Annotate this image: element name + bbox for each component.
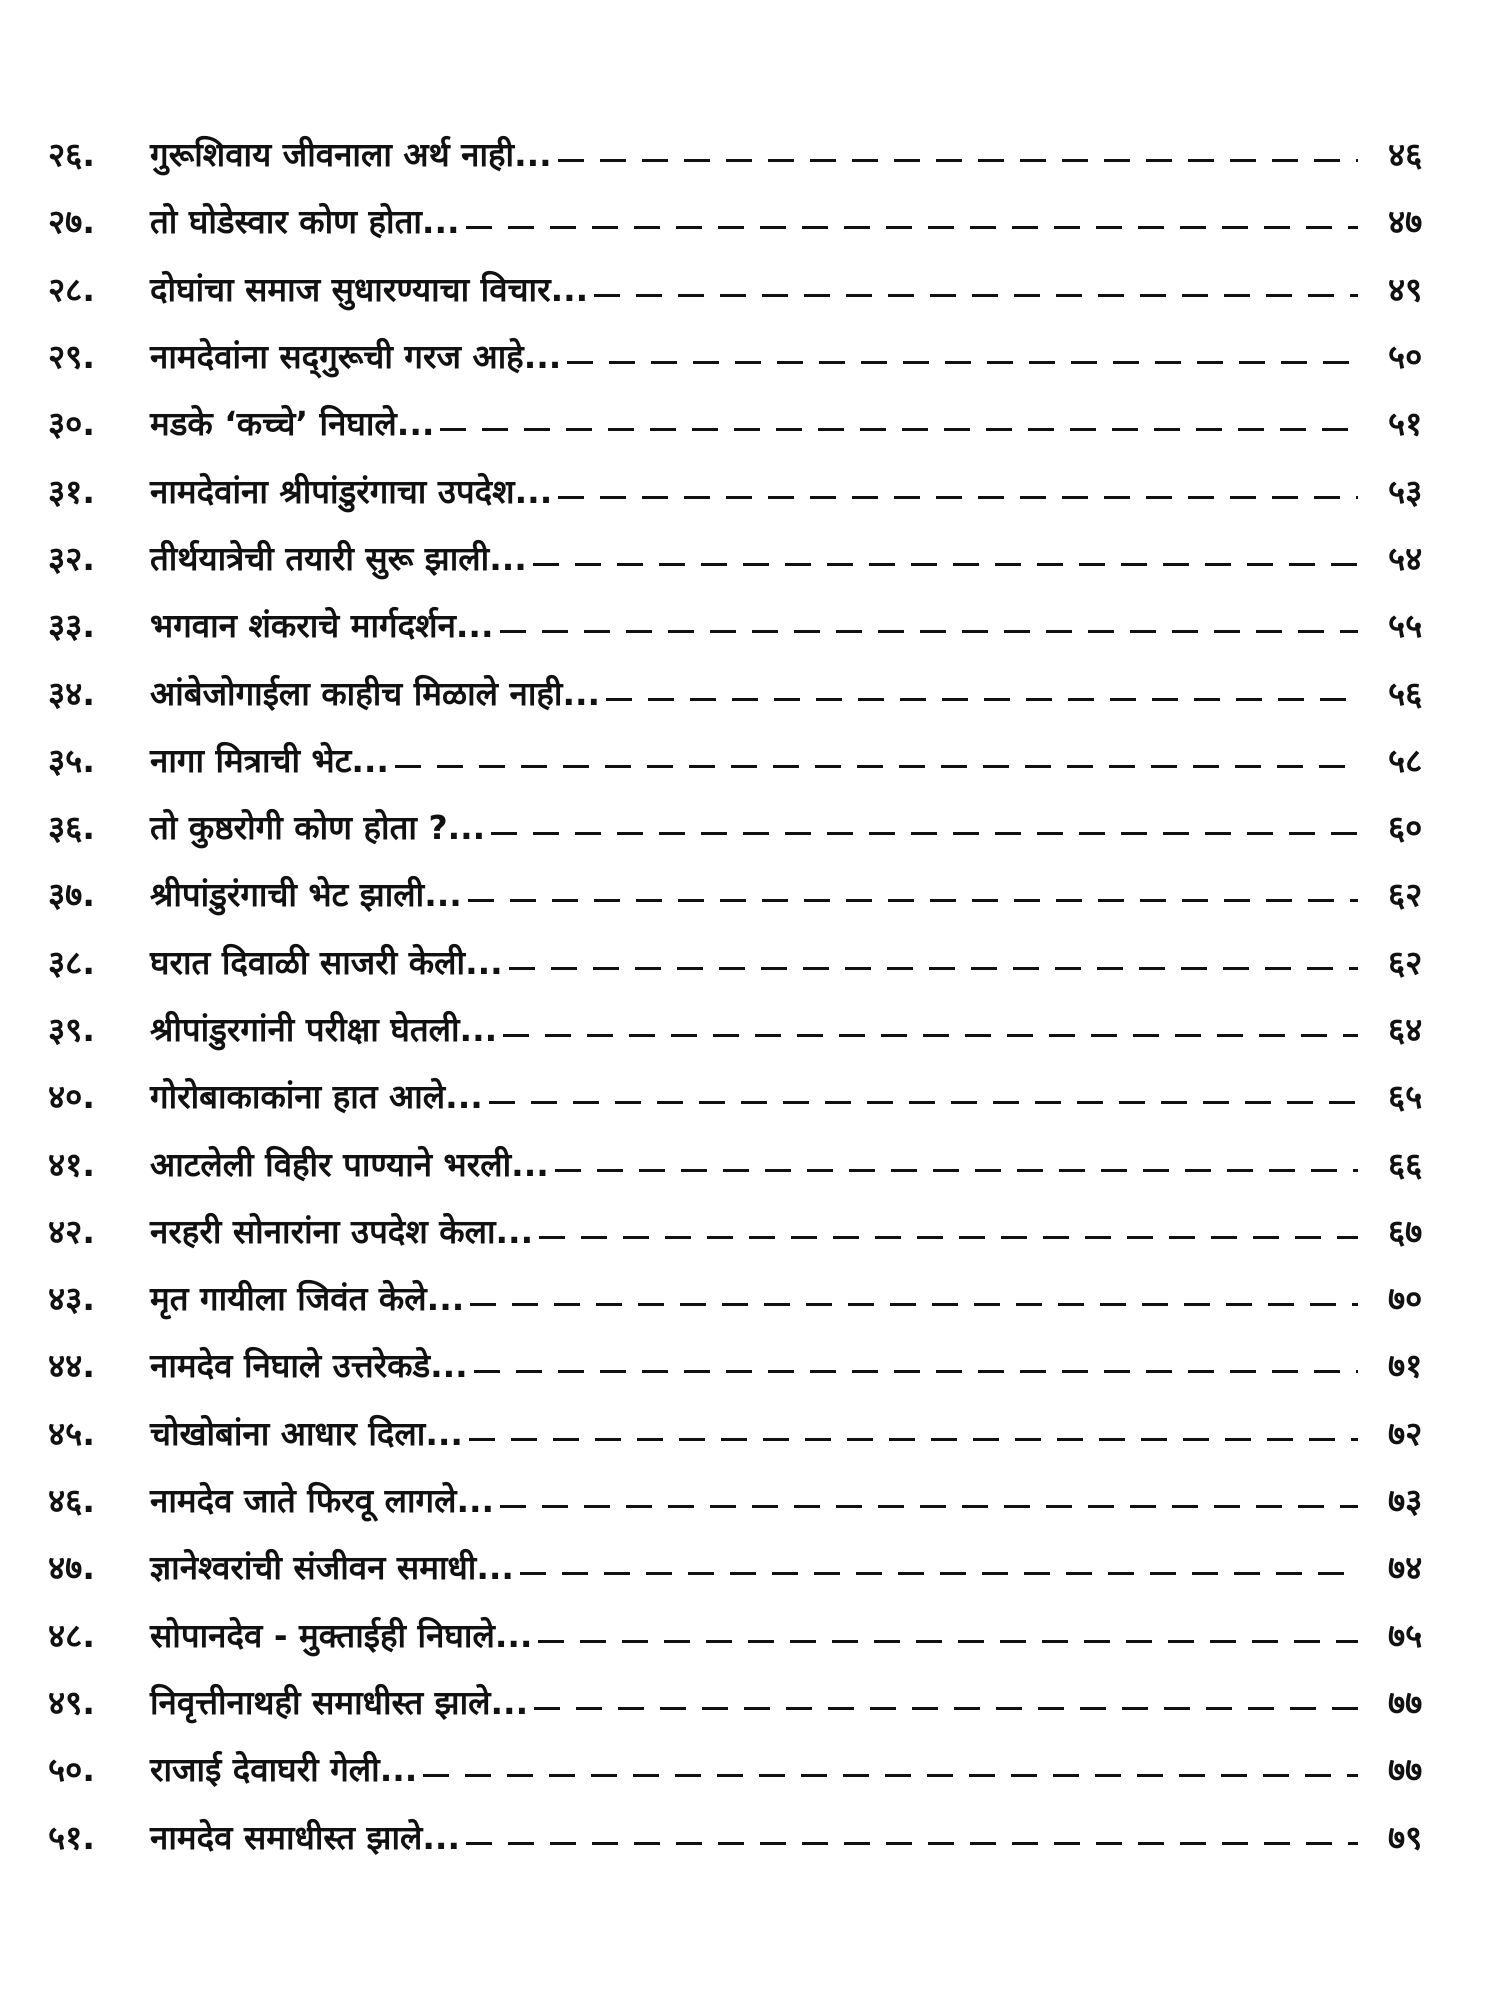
dash-leader: [500, 1505, 1358, 1508]
toc-entry: [48, 389, 1448, 456]
entry-title: चोखोबांना आधार दिला...: [150, 1413, 463, 1453]
entry-title: गुरूशिवाय जीवनाला अर्थ नाही...: [150, 135, 552, 175]
dash-leader: [468, 899, 1358, 902]
dash-leader: [558, 159, 1358, 162]
entry-page-number: ६६: [1388, 1144, 1423, 1184]
entry-number: ३८.: [48, 942, 95, 982]
entry-page-number: ५०: [1388, 337, 1423, 377]
entry-number: ३३.: [48, 606, 95, 646]
dash-leader: [466, 226, 1358, 229]
entry-title: नामदेव समाधीस्त झाले...: [150, 1817, 460, 1857]
toc-entry: [48, 1399, 1448, 1466]
entry-number: २९.: [48, 337, 95, 377]
toc-entry: [48, 928, 1448, 995]
dash-leader: [503, 1034, 1358, 1037]
dash-leader: [470, 1303, 1358, 1306]
entry-title: गोरोबाकाकांना हात आले...: [150, 1077, 483, 1117]
dash-leader: [440, 428, 1358, 431]
table-of-contents: [48, 120, 1448, 1870]
entry-title: श्रीपांडुरगांनी परीक्षा घेतली...: [150, 1010, 498, 1049]
entry-number: ३०.: [48, 404, 95, 444]
entry-title: दोघांचा समाज सुधारण्याचा विचार...: [150, 269, 589, 309]
entry-number: ३५.: [48, 740, 95, 780]
entry-page-number: ७५: [1388, 1615, 1423, 1655]
toc-entry: [48, 524, 1448, 591]
toc-entry: [48, 793, 1448, 860]
entry-number: ५०.: [48, 1750, 95, 1790]
toc-entry: [48, 1735, 1448, 1802]
entry-page-number: ७९: [1388, 1817, 1423, 1857]
entry-page-number: ६७: [1388, 1211, 1423, 1251]
entry-number: ३१.: [48, 471, 95, 511]
toc-entry: [48, 1062, 1448, 1129]
entry-title: भगवान शंकराचे मार्गदर्शन...: [150, 606, 494, 646]
entry-page-number: ७०: [1388, 1279, 1423, 1319]
dash-leader: [539, 1236, 1358, 1239]
toc-entry: [48, 255, 1448, 322]
toc-entry: [48, 995, 1448, 1062]
entry-number: २८.: [48, 269, 95, 309]
toc-entry: [48, 1533, 1448, 1600]
entry-page-number: ७४: [1388, 1548, 1423, 1588]
entry-number: ३७.: [48, 875, 95, 915]
entry-page-number: ५१: [1388, 404, 1423, 444]
entry-page-number: ५४: [1388, 538, 1423, 578]
toc-entry: [48, 726, 1448, 793]
entry-number: २६.: [48, 135, 95, 175]
entry-page-number: ७७: [1388, 1750, 1423, 1790]
entry-page-number: ६५: [1388, 1077, 1423, 1117]
entry-number: ४५.: [48, 1413, 95, 1453]
entry-page-number: ५८: [1388, 740, 1423, 780]
entry-page-number: ५६: [1388, 673, 1423, 713]
toc-entry: [48, 1129, 1448, 1196]
entry-title: आटलेली विहीर पाण्याने भरली...: [150, 1144, 549, 1184]
entry-number: ४८.: [48, 1615, 95, 1655]
dash-leader: [538, 1640, 1358, 1643]
entry-title: नामदेव निघाले उत्तरेकडे...: [150, 1346, 468, 1386]
toc-entry: [48, 658, 1448, 725]
entry-title: तो घोडेस्वार कोण होता...: [150, 202, 460, 242]
entry-title: श्रीपांडुरंगाची भेट झाली...: [150, 875, 462, 915]
toc-entry: [48, 1331, 1448, 1398]
dash-leader: [489, 1101, 1358, 1104]
entry-page-number: ५५: [1388, 606, 1423, 646]
entry-title: नागा मित्राची भेट...: [150, 740, 389, 780]
entry-page-number: ७३: [1388, 1481, 1423, 1521]
entry-title: मडके ‘कच्चे’ निघाले...: [150, 404, 435, 444]
toc-entry: [48, 322, 1448, 389]
toc-entry: [48, 1601, 1448, 1668]
entry-title: तीर्थयात्रेची तयारी सुरू झाली...: [150, 538, 527, 578]
toc-entry: [48, 1264, 1448, 1331]
entry-title: तो कुष्ठरोगी कोण होता ?...: [150, 808, 486, 848]
dash-leader: [520, 1572, 1358, 1575]
entry-title: निवृत्तीनाथही समाधीस्त झाले...: [150, 1682, 529, 1722]
toc-entry: [48, 1197, 1448, 1264]
entry-page-number: ७२: [1388, 1413, 1423, 1453]
toc-entry: [48, 1466, 1448, 1533]
dash-leader: [500, 630, 1359, 633]
entry-page-number: ४६: [1388, 135, 1423, 175]
dash-leader: [423, 1774, 1358, 1777]
entry-title: ज्ञानेश्वरांची संजीवन समाधी...: [150, 1548, 514, 1588]
dash-leader: [466, 1842, 1358, 1845]
entry-number: ४४.: [48, 1346, 95, 1386]
entry-page-number: ७७: [1388, 1682, 1423, 1722]
entry-title: नामदेवांना श्रीपांडुरंगाचा उपदेश...: [150, 471, 553, 511]
entry-page-number: ६४: [1388, 1010, 1423, 1049]
toc-entry: [48, 591, 1448, 658]
entry-number: २७.: [48, 202, 95, 242]
toc-entry: [48, 120, 1448, 187]
dash-leader: [395, 765, 1358, 768]
entry-number: ४९.: [48, 1682, 95, 1722]
dash-leader: [474, 1370, 1358, 1373]
entry-title: आंबेजोगाईला काहीच मिळाले नाही...: [150, 673, 601, 713]
dash-leader: [509, 967, 1358, 970]
entry-number: ४६.: [48, 1481, 95, 1521]
entry-number: ४१.: [48, 1144, 95, 1184]
entry-title: नामदेव जाते फिरवू लागले...: [150, 1481, 495, 1521]
entry-number: ४७.: [48, 1548, 95, 1588]
dash-leader: [606, 698, 1358, 701]
entry-number: ४२.: [48, 1211, 95, 1251]
entry-page-number: ४७: [1388, 202, 1423, 242]
entry-number: ३९.: [48, 1010, 95, 1049]
entry-number: ४३.: [48, 1279, 95, 1319]
entry-page-number: ४९: [1388, 269, 1423, 309]
entry-title: नामदेवांना सद्‌गुरूची गरज आहे...: [150, 337, 562, 377]
toc-entry: [48, 456, 1448, 523]
dash-leader: [555, 1169, 1358, 1172]
entry-title: राजाई देवाघरी गेली...: [150, 1750, 418, 1790]
toc-entry: [48, 860, 1448, 927]
entry-number: ४०.: [48, 1077, 95, 1117]
dash-leader: [469, 1438, 1358, 1441]
entry-title: घरात दिवाळी साजरी केली...: [150, 942, 503, 982]
dash-leader: [567, 361, 1358, 364]
entry-number: ३२.: [48, 538, 95, 578]
entry-page-number: ६२: [1388, 942, 1423, 982]
entry-number: ३६.: [48, 808, 95, 848]
dash-leader: [534, 1707, 1358, 1710]
dash-leader: [558, 496, 1358, 499]
entry-page-number: ६२: [1388, 875, 1423, 915]
toc-entry: [48, 1802, 1448, 1869]
entry-title: मृत गायीला जिवंत केले...: [150, 1279, 465, 1319]
entry-page-number: ७१: [1388, 1346, 1423, 1386]
entry-title: नरहरी सोनारांना उपदेश केला...: [150, 1211, 534, 1251]
entry-number: ३४.: [48, 673, 95, 713]
entry-page-number: ६०: [1388, 808, 1423, 848]
toc-entry: [48, 1668, 1448, 1735]
toc-entry: [48, 187, 1448, 254]
dash-leader: [533, 563, 1358, 566]
dash-leader: [594, 294, 1358, 297]
entry-page-number: ५३: [1388, 471, 1423, 511]
entry-title: सोपानदेव - मुक्ताईही निघाले...: [150, 1615, 533, 1655]
entry-number: ५१.: [48, 1817, 95, 1857]
dash-leader: [491, 832, 1358, 835]
